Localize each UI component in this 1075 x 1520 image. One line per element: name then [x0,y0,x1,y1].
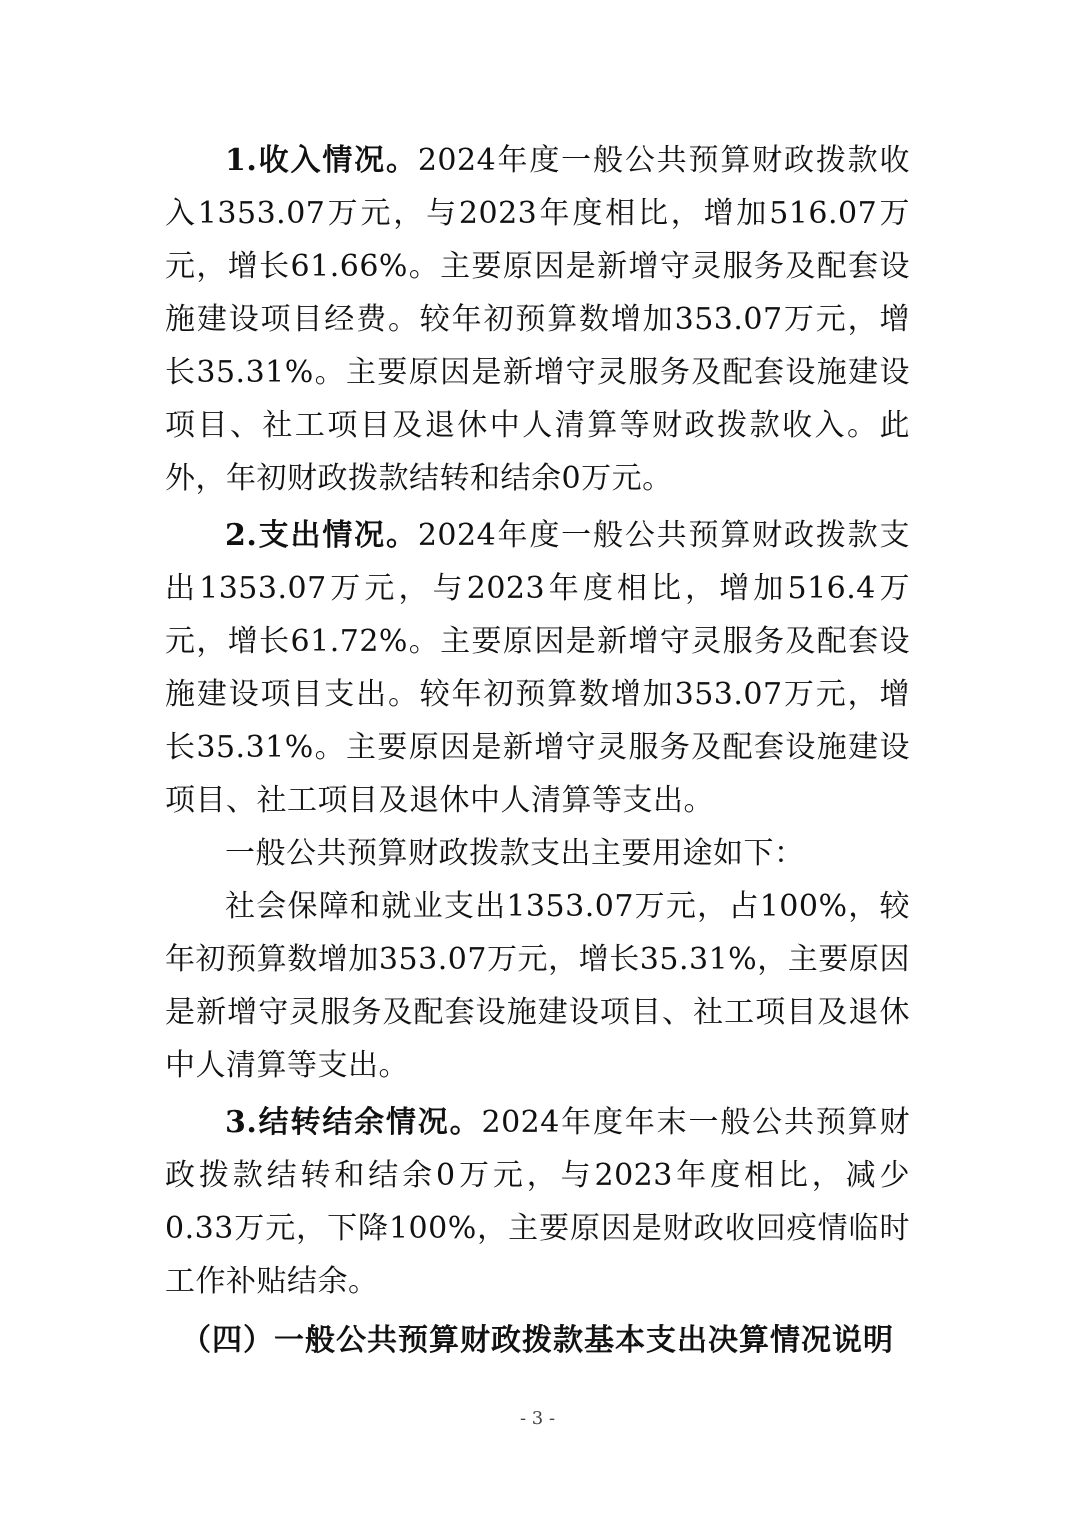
page-number: - 3 - [519,1408,556,1429]
paragraph-income-text: 2024年度一般公共预算财政拨款收入1353.07万元，与2023年度相比，增加516.07万元，增长61.66%。主要原因是新增守灵服务及配套设施建设项目经费。较年初预算数增加353.07万元，增长35.31%。主要原因是新增守灵服务及配套设施建设项目、社工项目及退休中人清算等财政拨款收入。此外，年初财政拨款结转和结余0万元。 [165,143,910,496]
document-body [165,134,910,1367]
paragraph-usage-intro [165,827,910,880]
paragraph-social-security [165,880,910,1092]
paragraph-usage-intro-text: 一般公共预算财政拨款支出主要用途如下： [225,836,805,871]
paragraph-income [165,134,910,505]
paragraph-carryover-text: 2024年度年末一般公共预算财政拨款结转和结余0万元，与2023年度相比，减少0.33万元，下降100%，主要原因是财政收回疫情临时工作补贴结余。 [165,1105,910,1299]
paragraph-expenditure [165,509,910,827]
paragraph-social-security-text: 社会保障和就业支出1353.07万元，占100%，较年初预算数增加353.07万元，增长35.31%，主要原因是新增守灵服务及配套设施建设项目、社工项目及退休中人清算等支出。 [165,889,910,1083]
section-heading: （四）一般公共预算财政拨款基本支出决算情况说明 [181,1323,894,1358]
paragraph-expenditure-text: 2024年度一般公共预算财政拨款支出1353.07万元，与2023年度相比，增加516.4万元，增长61.72%。主要原因是新增守灵服务及配套设施建设项目支出。较年初预算数增加353.07万元，增长35.31%。主要原因是新增守灵服务及配套设施建设项目、社工项目及退休中人清算等支出。 [165,518,910,818]
paragraph-income-lead: 1.收入情况。 [225,143,418,178]
paragraph-expenditure-lead: 2.支出情况。 [225,518,418,553]
paragraph-carryover-lead: 3.结转结余情况。 [225,1105,482,1140]
paragraph-carryover [165,1096,910,1308]
